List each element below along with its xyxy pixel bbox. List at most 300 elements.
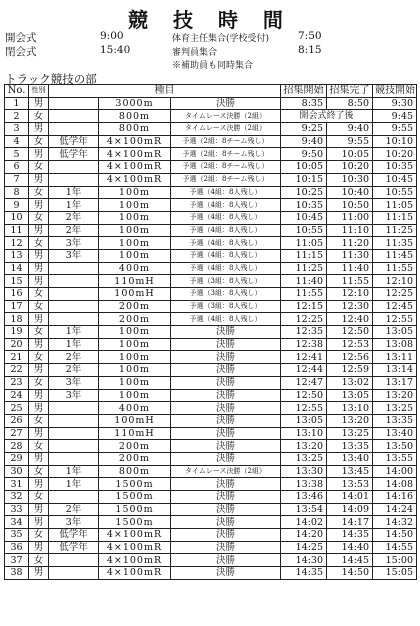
row-sex: 女 (29, 491, 49, 504)
row-number: 11 (5, 224, 29, 237)
row-sex: 男 (29, 97, 49, 110)
row-event: 200m (99, 440, 171, 453)
row-event: 100m (99, 237, 171, 250)
row-comp-start: 9:45 (373, 110, 417, 123)
row-number: 29 (5, 452, 29, 465)
opening-time: 9:00 (100, 30, 124, 42)
row-event: 4×100mR (99, 554, 171, 567)
row-call-start: 10:15 (281, 173, 327, 186)
row-sex: 男 (29, 427, 49, 440)
row-call-end: 13:53 (327, 478, 373, 491)
row-call-end: 11:30 (327, 249, 373, 262)
row-round: 予選（4組：8人残し） (171, 262, 281, 275)
row-call-end: 14:40 (327, 541, 373, 554)
row-call-end: 9:55 (327, 135, 373, 148)
row-call-end: 12:40 (327, 313, 373, 326)
row-grade: 2年 (49, 211, 99, 224)
row-comp-start: 14:08 (373, 478, 417, 491)
table-row (5, 249, 417, 262)
row-call-end: 13:20 (327, 414, 373, 427)
row-comp-start: 10:55 (373, 186, 417, 199)
row-call-end: 10:50 (327, 199, 373, 212)
table-row (5, 351, 417, 364)
row-comp-start: 11:35 (373, 237, 417, 250)
table-row (5, 237, 417, 250)
table-row (5, 275, 417, 288)
row-call-end: 8:50 (327, 97, 373, 110)
row-call-start: 10:05 (281, 161, 327, 174)
table-row (5, 161, 417, 174)
row-comp-start: 13:05 (373, 326, 417, 339)
table-row (5, 173, 417, 186)
table-row (5, 465, 417, 478)
row-sex: 女 (29, 288, 49, 301)
row-call-end: 12:53 (327, 338, 373, 351)
row-sex: 男 (29, 389, 49, 402)
row-grade: 1年 (49, 338, 99, 351)
row-call-start: 13:54 (281, 503, 327, 516)
row-round: 決勝 (171, 567, 281, 580)
row-grade: 低学年 (49, 541, 99, 554)
row-event: 100m (99, 224, 171, 237)
row-event: 100mH (99, 414, 171, 427)
row-sex: 女 (29, 186, 49, 199)
row-sex: 女 (29, 237, 49, 250)
row-event: 200m (99, 313, 171, 326)
row-call-start: 10:25 (281, 186, 327, 199)
row-number: 1 (5, 97, 29, 110)
row-number: 3 (5, 123, 29, 136)
judge-time: 8:15 (298, 44, 322, 56)
table-row (5, 186, 417, 199)
row-call-start: 12:44 (281, 364, 327, 377)
row-round: 決勝 (171, 97, 281, 110)
row-grade (49, 567, 99, 580)
row-grade (49, 452, 99, 465)
row-comp-start: 14:50 (373, 529, 417, 542)
row-number: 21 (5, 351, 29, 364)
row-round: タイムレース決勝（2組） (171, 465, 281, 478)
row-event: 200m (99, 300, 171, 313)
row-call-end: 10:40 (327, 186, 373, 199)
row-grade: 低学年 (49, 529, 99, 542)
row-grade: 1年 (49, 478, 99, 491)
row-sex: 男 (29, 173, 49, 186)
row-event: 100m (99, 186, 171, 199)
row-comp-start: 11:25 (373, 224, 417, 237)
row-round: 決勝 (171, 389, 281, 402)
row-call-end: 14:45 (327, 554, 373, 567)
row-comp-start: 13:14 (373, 364, 417, 377)
row-grade (49, 440, 99, 453)
header-comp-start: 競技開始 (373, 85, 417, 98)
row-comp-start: 14:00 (373, 465, 417, 478)
row-comp-start: 14:16 (373, 491, 417, 504)
row-call-start: 13:38 (281, 478, 327, 491)
row-grade: 3年 (49, 516, 99, 529)
row-grade (49, 313, 99, 326)
row-call-end: 14:09 (327, 503, 373, 516)
row-round: タイムレース決勝（2組） (171, 110, 281, 123)
row-comp-start: 11:45 (373, 249, 417, 262)
row-event: 4×100mR (99, 135, 171, 148)
row-sex: 男 (29, 452, 49, 465)
row-call-start: 12:41 (281, 351, 327, 364)
row-number: 19 (5, 326, 29, 339)
row-event: 100m (99, 211, 171, 224)
table-row (5, 338, 417, 351)
row-call-note: 開会式終了後 (281, 110, 373, 123)
row-call-start: 14:25 (281, 541, 327, 554)
row-comp-start: 14:32 (373, 516, 417, 529)
header-call-start: 招集開始 (281, 85, 327, 98)
row-grade (49, 275, 99, 288)
row-event: 100m (99, 389, 171, 402)
row-sex: 男 (29, 199, 49, 212)
row-event: 110mH (99, 275, 171, 288)
row-call-start: 12:47 (281, 376, 327, 389)
row-comp-start: 13:50 (373, 440, 417, 453)
row-number: 22 (5, 364, 29, 377)
row-number: 24 (5, 389, 29, 402)
row-number: 35 (5, 529, 29, 542)
row-grade: 低学年 (49, 135, 99, 148)
row-number: 8 (5, 186, 29, 199)
row-event: 100m (99, 376, 171, 389)
row-event: 400m (99, 402, 171, 415)
row-call-start: 12:50 (281, 389, 327, 402)
row-round: 予選（4組：8人残し） (171, 313, 281, 326)
table-row (5, 503, 417, 516)
row-comp-start: 13:40 (373, 427, 417, 440)
row-call-end: 11:10 (327, 224, 373, 237)
row-sex: 男 (29, 503, 49, 516)
row-event: 1500m (99, 516, 171, 529)
row-call-end: 12:59 (327, 364, 373, 377)
row-call-end: 13:40 (327, 452, 373, 465)
row-grade (49, 123, 99, 136)
row-grade: 2年 (49, 364, 99, 377)
row-comp-start: 13:20 (373, 389, 417, 402)
closing-time: 15:40 (100, 44, 131, 56)
header-no: No. (5, 85, 29, 98)
row-grade (49, 97, 99, 110)
row-call-end: 10:05 (327, 148, 373, 161)
row-grade (49, 110, 99, 123)
table-row (5, 199, 417, 212)
table-row (5, 478, 417, 491)
row-round: 予選（2組：8チーム残し） (171, 148, 281, 161)
row-sex: 女 (29, 300, 49, 313)
table-row (5, 452, 417, 465)
row-number: 28 (5, 440, 29, 453)
table-row (5, 211, 417, 224)
row-grade (49, 427, 99, 440)
row-call-start: 14:35 (281, 567, 327, 580)
row-round: 決勝 (171, 364, 281, 377)
row-number: 33 (5, 503, 29, 516)
row-event: 100m (99, 199, 171, 212)
row-event: 1500m (99, 503, 171, 516)
row-event: 800m (99, 110, 171, 123)
row-call-end: 13:10 (327, 402, 373, 415)
row-comp-start: 12:45 (373, 300, 417, 313)
row-round: 決勝 (171, 478, 281, 491)
row-call-end: 12:50 (327, 326, 373, 339)
row-event: 4×100mR (99, 567, 171, 580)
row-call-end: 9:40 (327, 123, 373, 136)
row-event: 800m (99, 465, 171, 478)
row-round: 予選（3組：8人残し） (171, 300, 281, 313)
row-sex: 男 (29, 224, 49, 237)
row-round: 決勝 (171, 529, 281, 542)
row-comp-start: 10:10 (373, 135, 417, 148)
row-call-end: 11:00 (327, 211, 373, 224)
row-call-end: 11:40 (327, 262, 373, 275)
row-round: 決勝 (171, 402, 281, 415)
row-number: 27 (5, 427, 29, 440)
row-round: 予選（2組：8チーム残し） (171, 161, 281, 174)
row-call-end: 11:55 (327, 275, 373, 288)
row-sex: 男 (29, 541, 49, 554)
row-number: 13 (5, 249, 29, 262)
row-number: 16 (5, 288, 29, 301)
table-row (5, 262, 417, 275)
row-number: 12 (5, 237, 29, 250)
row-round: 決勝 (171, 491, 281, 504)
row-call-start: 10:55 (281, 224, 327, 237)
row-sex: 女 (29, 554, 49, 567)
row-sex: 女 (29, 351, 49, 364)
row-round: 決勝 (171, 516, 281, 529)
row-sex: 男 (29, 338, 49, 351)
row-round: 決勝 (171, 338, 281, 351)
row-grade: 2年 (49, 224, 99, 237)
row-event: 1500m (99, 491, 171, 504)
table-row (5, 148, 417, 161)
row-call-start: 11:05 (281, 237, 327, 250)
table-row (5, 288, 417, 301)
row-sex: 女 (29, 110, 49, 123)
row-round: 決勝 (171, 376, 281, 389)
row-grade (49, 491, 99, 504)
row-round: 予選（2組：8チーム残し） (171, 173, 281, 186)
row-grade: 2年 (49, 351, 99, 364)
row-number: 34 (5, 516, 29, 529)
row-number: 2 (5, 110, 29, 123)
row-event: 100m (99, 364, 171, 377)
closing-label: 閉会式 (5, 46, 37, 58)
table-row (5, 567, 417, 580)
row-comp-start: 13:35 (373, 414, 417, 427)
row-call-start: 8:35 (281, 97, 327, 110)
row-comp-start: 9:30 (373, 97, 417, 110)
row-number: 18 (5, 313, 29, 326)
table-row (5, 123, 417, 136)
row-comp-start: 14:24 (373, 503, 417, 516)
table-row (5, 376, 417, 389)
row-sex: 女 (29, 376, 49, 389)
row-call-start: 14:20 (281, 529, 327, 542)
table-row (5, 135, 417, 148)
row-round: 決勝 (171, 503, 281, 516)
row-number: 25 (5, 402, 29, 415)
table-row (5, 541, 417, 554)
row-sex: 男 (29, 123, 49, 136)
row-event: 100m (99, 326, 171, 339)
row-sex: 女 (29, 161, 49, 174)
judge-label: 審判員集合 (172, 48, 218, 58)
row-event: 3000m (99, 97, 171, 110)
row-number: 5 (5, 148, 29, 161)
row-round: 予選（4組：8人残し） (171, 199, 281, 212)
row-grade: 1年 (49, 326, 99, 339)
row-call-start: 9:25 (281, 123, 327, 136)
row-call-end: 10:20 (327, 161, 373, 174)
row-number: 23 (5, 376, 29, 389)
row-sex: 女 (29, 465, 49, 478)
row-event: 1500m (99, 478, 171, 491)
row-call-start: 13:25 (281, 452, 327, 465)
header-call-end: 招集完了 (327, 85, 373, 98)
row-grade (49, 554, 99, 567)
table-body (5, 97, 417, 579)
row-call-start: 9:50 (281, 148, 327, 161)
row-number: 30 (5, 465, 29, 478)
row-event: 200m (99, 452, 171, 465)
row-round: タイムレース決勝（2組） (171, 123, 281, 136)
row-number: 17 (5, 300, 29, 313)
row-call-start: 12:38 (281, 338, 327, 351)
row-number: 36 (5, 541, 29, 554)
row-call-start: 12:15 (281, 300, 327, 313)
row-call-start: 11:40 (281, 275, 327, 288)
row-event: 400m (99, 262, 171, 275)
table-row (5, 300, 417, 313)
row-call-end: 12:30 (327, 300, 373, 313)
row-call-start: 11:55 (281, 288, 327, 301)
table-row (5, 529, 417, 542)
row-call-end: 12:10 (327, 288, 373, 301)
row-sex: 女 (29, 414, 49, 427)
row-sex: 男 (29, 313, 49, 326)
row-number: 26 (5, 414, 29, 427)
row-call-end: 14:50 (327, 567, 373, 580)
row-event: 4×100mR (99, 161, 171, 174)
row-sex: 女 (29, 440, 49, 453)
table-row (5, 554, 417, 567)
row-comp-start: 15:05 (373, 567, 417, 580)
row-comp-start: 15:00 (373, 554, 417, 567)
row-comp-start: 13:25 (373, 402, 417, 415)
row-call-end: 14:35 (327, 529, 373, 542)
row-call-end: 13:25 (327, 427, 373, 440)
row-event: 100mH (99, 288, 171, 301)
row-round: 決勝 (171, 554, 281, 567)
row-call-start: 10:35 (281, 199, 327, 212)
row-grade: 3年 (49, 376, 99, 389)
table-row (5, 427, 417, 440)
row-comp-start: 11:05 (373, 199, 417, 212)
teacher-label: 体育主任集合(学校受付) (172, 34, 270, 44)
table-row (5, 491, 417, 504)
row-call-end: 14:01 (327, 491, 373, 504)
table-header-row (5, 85, 417, 98)
row-comp-start: 13:55 (373, 452, 417, 465)
row-comp-start: 13:08 (373, 338, 417, 351)
row-event: 4×100mR (99, 529, 171, 542)
row-comp-start: 9:55 (373, 123, 417, 136)
row-sex: 女 (29, 326, 49, 339)
row-sex: 女 (29, 529, 49, 542)
row-sex: 男 (29, 249, 49, 262)
row-call-end: 13:05 (327, 389, 373, 402)
row-comp-start: 12:25 (373, 288, 417, 301)
row-call-start: 12:35 (281, 326, 327, 339)
row-sex: 男 (29, 262, 49, 275)
row-comp-start: 13:17 (373, 376, 417, 389)
row-sex: 女 (29, 135, 49, 148)
row-round: 予選（4組：8人残し） (171, 186, 281, 199)
table-row (5, 414, 417, 427)
row-call-end: 10:30 (327, 173, 373, 186)
row-round: 決勝 (171, 414, 281, 427)
row-sex: 男 (29, 364, 49, 377)
row-call-start: 10:45 (281, 211, 327, 224)
row-grade (49, 402, 99, 415)
row-number: 32 (5, 491, 29, 504)
row-call-end: 13:35 (327, 440, 373, 453)
row-grade (49, 414, 99, 427)
row-call-end: 14:17 (327, 516, 373, 529)
row-call-start: 11:15 (281, 249, 327, 262)
table-row (5, 326, 417, 339)
section-title: トラック競技の部 (5, 72, 97, 86)
row-call-end: 11:20 (327, 237, 373, 250)
row-comp-start: 13:11 (373, 351, 417, 364)
row-call-end: 13:02 (327, 376, 373, 389)
row-comp-start: 10:35 (373, 161, 417, 174)
page-title: 競 技 時 間 (128, 8, 292, 32)
row-round: 予選（4組：8人残し） (171, 211, 281, 224)
row-number: 15 (5, 275, 29, 288)
table-row (5, 402, 417, 415)
row-grade (49, 161, 99, 174)
row-round: 予選（4組：8人残し） (171, 249, 281, 262)
table-row (5, 440, 417, 453)
row-sex: 男 (29, 148, 49, 161)
row-call-start: 13:30 (281, 465, 327, 478)
row-grade: 1年 (49, 186, 99, 199)
row-grade: 1年 (49, 199, 99, 212)
row-round: 決勝 (171, 351, 281, 364)
row-event: 100m (99, 249, 171, 262)
row-grade (49, 173, 99, 186)
table-row (5, 97, 417, 110)
row-call-start: 14:02 (281, 516, 327, 529)
table-row (5, 389, 417, 402)
row-call-start: 13:10 (281, 427, 327, 440)
row-round: 決勝 (171, 326, 281, 339)
row-round: 決勝 (171, 452, 281, 465)
table-row (5, 224, 417, 237)
row-grade: 3年 (49, 389, 99, 402)
row-sex: 女 (29, 211, 49, 224)
row-call-start: 12:55 (281, 402, 327, 415)
row-event: 100m (99, 338, 171, 351)
row-grade (49, 288, 99, 301)
table-row (5, 516, 417, 529)
